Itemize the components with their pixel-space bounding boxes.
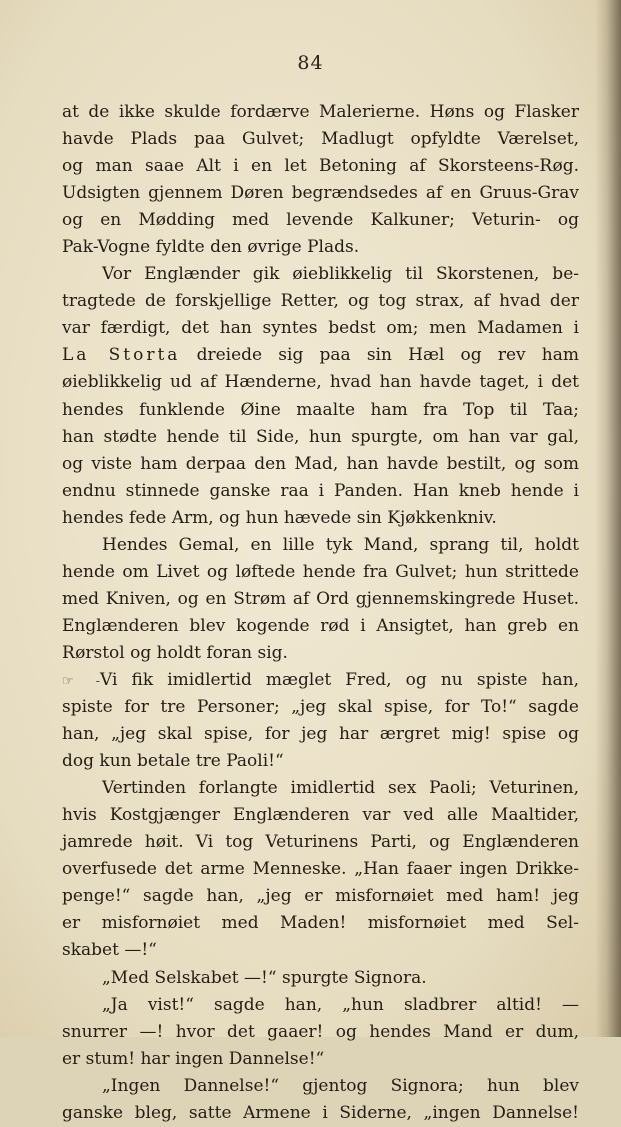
text-line xyxy=(62,1019,579,1046)
text-segment: havde Plads paa Gulvet; Madlugt opfyldte Værelset, xyxy=(62,129,579,150)
text-line xyxy=(62,992,579,1019)
text-segment: Rørstol og holdt foran sig. xyxy=(62,642,288,663)
text-segment: han, „jeg skal spise, for jeg har ærgret mig! spise og xyxy=(62,724,579,745)
text-line xyxy=(62,856,579,883)
text-segment: endnu stinnede ganske raa i Panden. Han kneb hende i xyxy=(62,480,579,501)
text-line xyxy=(62,613,579,640)
text-line xyxy=(62,505,579,532)
spaced-place-name: La Storta xyxy=(62,345,181,366)
text-segment: hende om Livet og løftede hende fra Gulvet; hun strittede xyxy=(62,561,579,582)
text-line xyxy=(62,99,579,126)
text-segment: Pak-Vogne fyldte den øvrige Plads. xyxy=(62,237,360,258)
text-line xyxy=(62,207,579,234)
text-line xyxy=(62,1073,579,1100)
text-line xyxy=(62,234,579,261)
text-segment: „Ja vist!“ sagde han, „hun sladbrer altid! — xyxy=(102,994,579,1015)
text-segment: skabet —!“ xyxy=(62,940,157,961)
text-segment: Englænderen blev kogende rød i Ansigtet, han greb en xyxy=(62,615,579,636)
pointing-hand-icon: ☞ - xyxy=(62,673,100,689)
text-segment: og en Mødding med levende Kalkuner; Veturin- og xyxy=(62,210,579,231)
text-segment: hvis Kostgjænger Englænderen var ved alle Maaltider, xyxy=(62,805,579,826)
text-line xyxy=(62,694,579,721)
text-line xyxy=(62,1046,579,1073)
text-segment: snurrer —! hvor det gaaer! og hendes Mand er dum, xyxy=(62,1021,579,1042)
text-line xyxy=(62,1100,579,1127)
text-segment: og man saae Alt i en let Betoning af Skorsteens-Røg. xyxy=(62,156,579,177)
text-line xyxy=(62,153,579,180)
text-line xyxy=(62,478,579,505)
text-segment: er stum! har ingen Dannelse!“ xyxy=(62,1048,325,1069)
text-segment: og viste ham derpaa den Mad, han havde bestilt, og som xyxy=(62,453,579,474)
text-segment: han stødte hende til Side, hun spurgte, om han var gal, xyxy=(62,426,579,447)
text-line xyxy=(62,288,579,315)
text-line xyxy=(62,180,579,207)
text-line xyxy=(62,937,579,964)
text-segment: overfusede det arme Menneske. „Han faaer ingen Drikke- xyxy=(62,859,579,880)
text-segment: Vertinden forlangte imidlertid sex Paoli; Veturinen, xyxy=(102,778,579,799)
text-line xyxy=(62,532,579,559)
text-segment: øieblikkelig ud af Hænderne, hvad han havde taget, i det xyxy=(62,372,579,393)
body-text xyxy=(62,99,579,1127)
text-segment: at de ikke skulde fordærve Malerierne. Høns og Flasker xyxy=(62,102,579,122)
text-segment: Vor Englænder gik øieblikkelig til Skorstenen, be- xyxy=(102,264,579,285)
text-line xyxy=(62,261,579,288)
text-segment: penge!“ sagde han, „jeg er misfornøiet med ham! jeg xyxy=(62,886,579,907)
text-segment: Hendes Gemal, en lille tyk Mand, sprang til, holdt xyxy=(102,534,579,555)
text-line xyxy=(62,126,579,153)
text-line xyxy=(62,829,579,856)
page-number: 84 xyxy=(297,52,324,74)
text-segment: spiste for tre Personer; „jeg skal spise, for To!“ sagde xyxy=(62,697,579,718)
text-line xyxy=(62,721,579,748)
text-line xyxy=(62,369,579,396)
text-line xyxy=(62,910,579,937)
text-line xyxy=(62,397,579,424)
text-line xyxy=(62,640,579,667)
text-segment: tragtede de forskjellige Retter, og tog strax, af hvad der xyxy=(62,291,579,312)
text-segment: Udsigten gjennem Døren begrændsedes af en Gruus-Grav xyxy=(62,183,579,204)
text-line xyxy=(62,883,579,910)
text-line xyxy=(62,667,579,694)
text-line xyxy=(62,424,579,451)
text-line xyxy=(62,586,579,613)
text-segment: med Kniven, og en Strøm af Ord gjennemskingrede Huset. xyxy=(62,588,579,609)
text-line xyxy=(62,802,579,829)
text-line xyxy=(62,559,579,586)
text-segment: hendes funklende Øine maalte ham fra Top til Taa; xyxy=(62,399,579,420)
text-segment: er misfornøiet med Maden! misfornøiet med Sel- xyxy=(62,913,579,934)
text-segment: ganske bleg, satte Armene i Siderne, „ingen Dannelse! xyxy=(62,1102,579,1123)
text-line xyxy=(62,748,579,775)
text-segment: hendes fede Arm, og hun hævede sin Kjøkkenkniv. xyxy=(62,507,497,528)
text-segment: dreiede sig paa sin Hæl og rev ham xyxy=(180,345,580,366)
text-line xyxy=(62,775,579,802)
text-segment: var færdigt, det han syntes bedst om; men Madamen i xyxy=(62,318,579,339)
text-segment: Vi fik imidlertid mæglet Fred, og nu spiste han, xyxy=(100,669,579,690)
text-segment: „Med Selskabet —!“ spurgte Signora. xyxy=(102,967,427,988)
text-line xyxy=(62,342,579,369)
text-segment: dog kun betale tre Paoli!“ xyxy=(62,751,284,772)
text-segment: „Ingen Dannelse!“ gjentog Signora; hun blev xyxy=(102,1075,579,1096)
text-segment: jamrede høit. Vi tog Veturinens Parti, og Englænderen xyxy=(62,832,579,853)
page-gutter-shadow xyxy=(595,0,621,1037)
text-line xyxy=(62,451,579,478)
text-line xyxy=(62,315,579,342)
text-line xyxy=(62,965,579,992)
